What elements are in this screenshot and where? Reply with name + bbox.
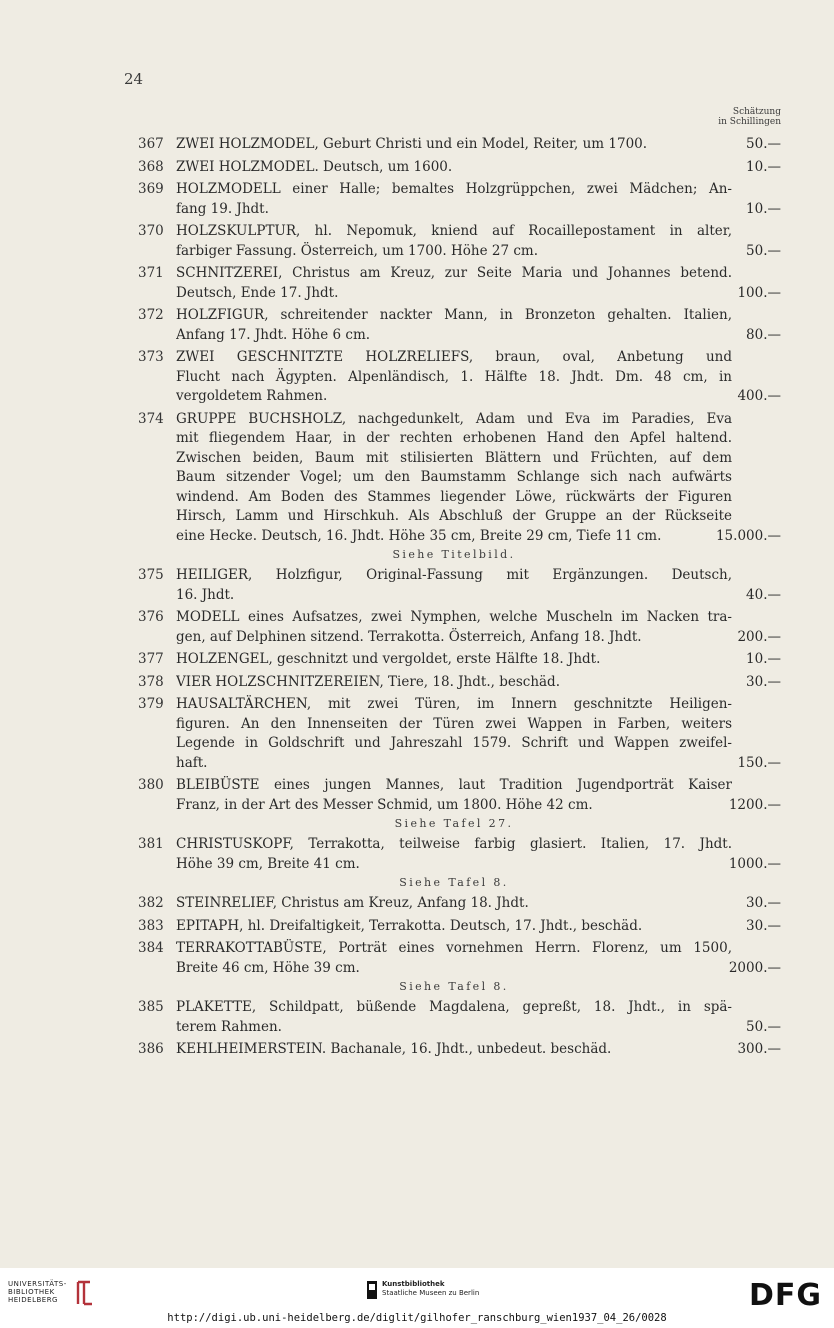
entry-line: haft. [176,754,208,771]
entry-description [176,135,732,155]
entry-number: 385 [138,999,164,1015]
entry-description [176,306,732,345]
catalog-entry [0,650,834,670]
university-library-label [8,1280,67,1304]
entry-description [176,673,732,693]
entry-number: 381 [138,836,164,852]
kunstbibliothek-subtitle: Staatliche Museen zu Berlin [382,1289,480,1297]
entry-line: ZWEI HOLZMODEL. Deutsch, um 1600. [176,158,453,175]
entry-price: 10.— [740,650,781,670]
entry-line: GRUPPE BUCHSHOLZ, nachgedunkelt, Adam und Eva im Paradies, Eva [176,410,732,427]
catalog-entry [0,608,834,647]
entry-line: Baum sitzender Vogel; um den Baumstamm Schlange sich nach aufwärts [176,469,732,485]
kunstbibliothek-title: Kunstbibliothek [382,1280,445,1288]
entry-list [0,135,834,1063]
entry-line: terem Rahmen. [176,1018,282,1035]
entry-price: 30.— [740,673,781,693]
entry-price: 40.— [740,586,781,606]
entry-price: 300.— [731,1040,781,1060]
dfg-logo: DFG [748,1278,822,1313]
entry-description [176,695,732,773]
entry-description [176,410,732,547]
entry-number: 375 [138,567,164,583]
entry-number: 380 [138,777,164,793]
catalog-entry [0,695,834,773]
entry-number: 371 [138,265,164,281]
catalog-entry [0,1040,834,1060]
entry-line: Flucht nach Ägypten. Alpenländisch, 1. Hälfte 18. Jhdt. Dm. 48 cm, in [176,368,732,385]
column-header [671,107,781,127]
catalog-entry [0,264,834,303]
entry-price: 50.— [740,1018,781,1038]
entry-description [176,180,732,219]
entry-number: 376 [138,609,164,625]
entry-line: eine Hecke. Deutsch, 16. Jhdt. Höhe 35 cm, Breite 29 cm, Tiefe 11 cm. [176,527,662,544]
university-line: BIBLIOTHEK [8,1288,55,1296]
entry-price: 400.— [731,387,781,407]
entry-description [176,566,732,605]
entry-line: Deutsch, Ende 17. Jhdt. [176,284,339,301]
entry-price: 1000.— [723,855,781,875]
entry-line: HOLZMODELL einer Halle; bemaltes Holzgrüppchen, zwei Mädchen; An- [176,181,732,197]
plate-reference-note: Siehe Tafel 8. [399,876,509,889]
entry-description [176,1040,732,1060]
entry-line: Höhe 39 cm, Breite 41 cm. [176,855,360,872]
source-url-link[interactable]: http://digi.ub.uni-heidelberg.de/diglit/gilhofer_ranschburg_wien1937_04_26/0028 [167,1312,667,1324]
catalog-entry [0,135,834,155]
entry-line: mit fliegendem Haar, in der rechten erhobenen Hand den Apfel haltend. [176,430,732,446]
kunstbibliothek-label [382,1280,479,1298]
footer-bar [0,1268,834,1328]
catalog-entry [0,158,834,178]
catalog-entry [0,776,834,815]
entry-line: ZWEI HOLZMODEL, Geburt Christi und ein Model, Reiter, um 1700. [176,136,648,152]
entry-line: EPITAPH, hl. Dreifaltigkeit, Terrakotta. Deutsch, 17. Jhdt., beschäd. [176,917,643,934]
entry-line: windend. Am Boden des Stammes liegender Löwe, rückwärts der Figuren [176,488,732,505]
entry-line: CHRISTUSKOPF, Terrakotta, teilweise farbig glasiert. Italien, 17. Jhdt. [176,836,732,852]
entry-line: farbiger Fassung. Österreich, um 1700. Höhe 27 cm. [176,242,538,259]
entry-line: gen, auf Delphinen sitzend. Terrakotta. Österreich, Anfang 18. Jhdt. [176,628,642,645]
entry-price: 30.— [740,894,781,914]
entry-line: figuren. An den Innenseiten der Türen zwei Wappen in Farben, weiters [176,715,732,732]
entry-number: 378 [138,673,164,690]
entry-line: TERRAKOTTABÜSTE, Porträt eines vornehmen Herrn. Florenz, um 1500, [176,940,732,956]
entry-description [176,894,732,914]
entry-description [176,650,732,670]
entry-line: Hirsch, Lamm und Hirschkuh. Als Abschluß der Gruppe an der Rückseite [176,508,732,524]
entry-line: KEHLHEIMERSTEIN. Bachanale, 16. Jhdt., unbedeut. beschäd. [176,1041,612,1057]
entry-number: 382 [138,895,164,911]
entry-number: 370 [138,223,164,239]
entry-description [176,348,732,407]
column-header-line: in Schillingen [718,117,781,127]
entry-line: BLEIBÜSTE eines jungen Mannes, laut Tradition Jugendporträt Kaiser [176,777,732,793]
catalog-entry [0,998,834,1037]
catalog-entry [0,566,834,605]
entry-price: 2000.— [723,959,781,979]
entry-line: Franz, in der Art des Messer Schmid, um 1800. Höhe 42 cm. [176,796,593,813]
catalog-entry [0,410,834,547]
entry-line: STEINRELIEF, Christus am Kreuz, Anfang 18. Jhdt. [176,895,529,911]
entry-line: 16. Jhdt. [176,586,235,603]
entry-line: SCHNITZEREI, Christus am Kreuz, zur Seite Maria und Johannes betend. [176,265,732,281]
plate-reference-note: Siehe Titelbild. [392,548,516,561]
university-logo-icon [74,1278,96,1308]
entry-price: 80.— [740,326,781,346]
catalog-entry [0,939,834,978]
entry-number: 373 [138,349,164,365]
entry-number: 369 [138,181,164,197]
plate-reference-note: Siehe Tafel 8. [399,980,509,993]
catalog-entry [0,835,834,874]
entry-price: 100.— [731,284,781,304]
entry-price: 15.000.— [710,527,781,547]
entry-line: Legende in Goldschrift und Jahreszahl 1579. Schrift und Wappen zweifel- [176,735,732,751]
entry-line: HEILIGER, Holzfigur, Original-Fassung mit Ergänzungen. Deutsch, [176,567,732,583]
kunstbibliothek-logo-icon [366,1280,378,1300]
entry-price: 150.— [731,754,781,774]
column-header-line: Schätzung [732,107,781,117]
entry-line: HOLZFIGUR, schreitender nackter Mann, in Bronzeton gehalten. Italien, [176,307,732,323]
entry-number: 367 [138,136,164,152]
entry-description [176,158,732,178]
catalog-entry [0,894,834,914]
entry-description [176,776,732,815]
catalog-entry [0,306,834,345]
entry-price: 200.— [731,628,781,648]
entry-line: PLAKETTE, Schildpatt, büßende Magdalena, gepreßt, 18. Jhdt., in spä- [176,999,732,1015]
university-line: UNIVERSITÄTS- [8,1280,67,1288]
entry-price: 10.— [740,158,781,178]
entry-description [176,835,732,874]
entry-price: 30.— [740,917,781,937]
entry-description [176,222,732,261]
entry-line: HAUSALTÄRCHEN, mit zwei Türen, im Innern geschnitzte Heiligen- [176,696,732,712]
entry-description [176,264,732,303]
page-number: 24 [124,70,144,88]
entry-line: HOLZENGEL, geschnitzt und vergoldet, erste Hälfte 18. Jhdt. [176,651,601,667]
entry-line: Anfang 17. Jhdt. Höhe 6 cm. [176,326,371,343]
entry-number: 383 [138,917,164,934]
entry-line: HOLZSKULPTUR, hl. Nepomuk, kniend auf Rocaillepostament in alter, [176,223,732,239]
entry-line: MODELL eines Aufsatzes, zwei Nymphen, welche Muscheln im Nacken tra- [176,609,732,625]
entry-price: 10.— [740,200,781,220]
university-line: HEIDELBERG [8,1296,58,1304]
entry-line: VIER HOLZSCHNITZEREIEN, Tiere, 18. Jhdt., beschäd. [176,673,560,690]
catalog-entry [0,673,834,693]
entry-number: 377 [138,651,164,667]
entry-description [176,917,732,937]
catalog-entry [0,917,834,937]
entry-line: Zwischen beiden, Baum mit stilisierten Blättern und Früchten, auf dem [176,449,732,466]
entry-price: 50.— [740,242,781,262]
entry-line: ZWEI GESCHNITZTE HOLZRELIEFS, braun, oval, Anbetung und [176,349,732,365]
entry-number: 372 [138,307,164,323]
entry-number: 384 [138,940,164,956]
entry-description [176,998,732,1037]
plate-reference-note: Siehe Tafel 27. [394,817,514,830]
entry-number: 368 [138,158,164,175]
entry-description [176,608,732,647]
entry-line: fang 19. Jhdt. [176,200,269,217]
catalog-entry [0,222,834,261]
entry-number: 386 [138,1041,164,1057]
entry-price: 50.— [740,135,781,155]
entry-number: 374 [138,410,164,427]
catalog-entry [0,348,834,407]
entry-line: Breite 46 cm, Höhe 39 cm. [176,959,360,976]
entry-number: 379 [138,696,164,712]
catalog-entry [0,180,834,219]
entry-description [176,939,732,978]
entry-line: vergoldetem Rahmen. [176,388,328,404]
entry-price: 1200.— [723,796,781,816]
